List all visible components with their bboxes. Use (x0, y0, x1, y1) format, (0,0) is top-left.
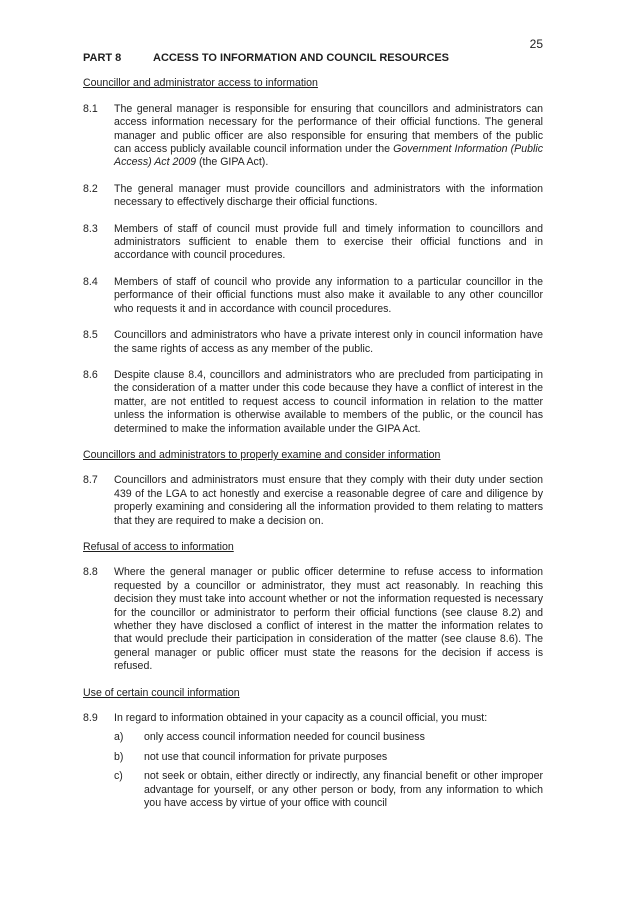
clause-number: 8.3 (83, 222, 98, 235)
clause-number: 8.5 (83, 329, 98, 342)
clause-text: Councillors and administrators must ensure that they comply with their duty under section 439 of the LGA to act honestly and exercise a reasonable degree of care and diligence by properly examining and considering all the information provided to them relating to matters that they are required to make a decision on. (114, 474, 543, 527)
section-heading: Councillor and administrator access to information (83, 77, 318, 90)
clause-number: 8.9 (83, 712, 98, 725)
list-item-letter: b) (114, 750, 124, 763)
list-item-text: not seek or obtain, either directly or indirectly, any financial benefit or other improper advantage for yourself, or any other person or body, from any information to which you have access by virtue of your office with council (144, 770, 543, 810)
list-item (114, 751, 543, 764)
clause-number: 8.8 (83, 566, 98, 579)
clause-number: 8.6 (83, 368, 98, 381)
clause-text: Members of staff of council who provide any information to a particular councillor in the performance of their official functions must also make it available to any other councillor who requests it and in accordance with council procedures. (114, 275, 543, 315)
clause-text: Members of staff of council must provide full and timely information to councillors and administrators sufficient to enable them to exercise their official functions and in accordance with council procedures. (114, 222, 543, 262)
clause-8-5 (83, 329, 543, 356)
list-item (114, 731, 543, 744)
part-number: PART 8 (83, 52, 122, 64)
clause-number: 8.7 (83, 474, 98, 487)
page-number: 25 (529, 37, 543, 51)
clause-number: 8.2 (83, 182, 98, 195)
sub-item-list (114, 731, 543, 810)
section-heading: Use of certain council information (83, 686, 240, 699)
clause-8-8 (83, 566, 543, 673)
clause-8-4 (83, 276, 543, 316)
list-item-text: only access council information needed for council business (144, 731, 425, 744)
clause-text: Where the general manager or public officer determine to refuse access to information requested by a councillor or administrator, they must act reasonably. In reaching this decision they must take into account whether or not the information requested is necessary for the councillor or administrator to perform their official functions (see clause 8.2) and whether they have disclosed a conflict of interest in the matter the information relates to that would preclude their participation in consideration of the matter (see clause 8.6). The general manager or public officer must state the reasons for the decision if access is refused. (114, 566, 543, 673)
clause-8-6 (83, 369, 543, 436)
clause-text: In regard to information obtained in your capacity as a council official, you must: (114, 712, 488, 725)
clause-8-7 (83, 474, 543, 528)
clause-8-9 (83, 712, 543, 816)
list-item-letter: c) (114, 770, 123, 783)
clause-number: 8.4 (83, 275, 98, 288)
clause-text-part: (the GIPA Act). (196, 156, 269, 169)
clause-8-2 (83, 183, 543, 210)
clause-text: Despite clause 8.4, councillors and administrators who are precluded from participating in the consideration of a matter under this code because they have a conflict of interest in the matter, are not entitled to request access to council information in relation to the matter unless the information is otherwise available to members of the public, or the council has determined to make the information available under the GIPA Act. (114, 368, 543, 435)
list-item-text: not use that council information for private purposes (144, 750, 388, 763)
list-item (114, 770, 543, 810)
part-heading (83, 52, 543, 65)
clause-text: The general manager must provide councillors and administrators with the information necessary to effectively discharge their official functions. (114, 182, 543, 209)
clause-8-1 (83, 103, 543, 170)
clause-8-3 (83, 223, 543, 263)
clause-text: Councillors and administrators who have a private interest only in council information have the same rights of access as any member of the public. (114, 329, 543, 355)
clause-text-part: The general manager is responsible for ensuring that councillors and administrators can access information necessary for the performance of their official functions. The general manager and public officer are also responsible for ensuring that members of the public can access publicly available council information under the (114, 102, 543, 156)
section-heading: Refusal of access to information (83, 540, 234, 553)
clause-number: 8.1 (83, 102, 98, 115)
section-heading: Councillors and administrators to properly examine and consider information (83, 448, 441, 461)
act-title: Government Information (Public Access) Act 2009 (114, 143, 543, 169)
list-item-letter: a) (114, 731, 124, 744)
part-title: ACCESS TO INFORMATION AND COUNCIL RESOURCES (153, 52, 449, 64)
clause-text (114, 103, 543, 170)
clause-body (114, 712, 543, 816)
